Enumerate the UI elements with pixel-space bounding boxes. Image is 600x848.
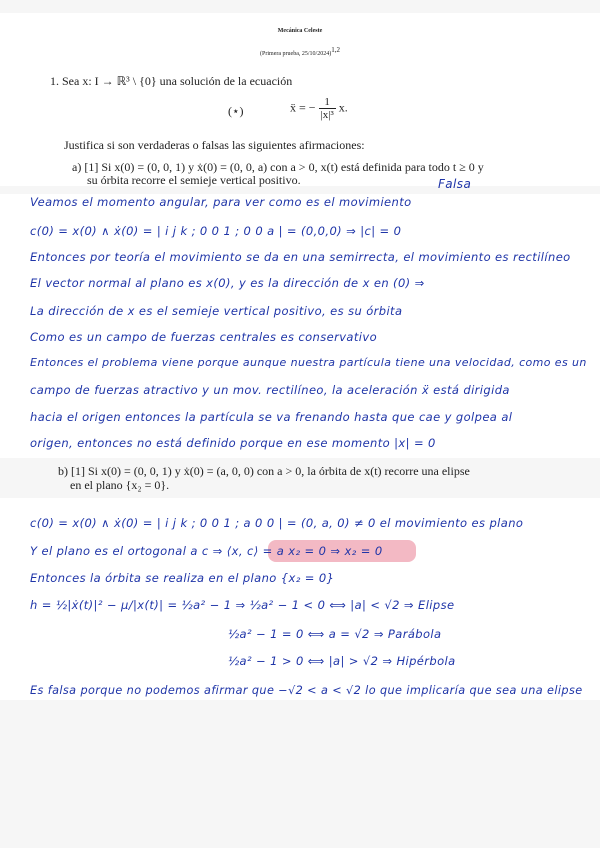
fraction-numerator: 1 — [319, 96, 336, 109]
part-a-statement-line: su órbita recorre el semieje vertical positivo. — [87, 173, 301, 187]
handwritten-line: c(0) = x(0) ∧ ẋ(0) = | i j k ; 0 0 1 ; a 0 0 | = (0, a, 0) ≠ 0 el movimiento es plano — [30, 516, 524, 530]
handwritten-line: La dirección de x es el semieje vertical positivo, es su órbita — [30, 304, 403, 318]
handwritten-line: h = ½|ẋ(t)|² − μ/|x(t)| = ½a² − 1 ⇒ ½a² − 1 < 0 ⟺ |a| < √2 ⇒ Elipse — [30, 598, 455, 612]
page-gap — [0, 700, 600, 848]
handwritten-line: Entonces por teoría el movimiento se da en una semirrecta, el movimiento es rectilíneo — [30, 250, 571, 264]
handwritten-line: Y el plano es el ortogonal a c ⇒ ⟨x, c⟩ = a x₂ = 0 ⇒ x₂ = 0 — [30, 544, 383, 558]
handwritten-line: Como es un campo de fuerzas centrales es conservativo — [30, 330, 378, 344]
subtitle-footnote-marks: 1,2 — [331, 46, 340, 54]
fraction-denominator: |x|³ — [320, 109, 334, 121]
part-b-statement-line: en el plano {x₂ = 0}. — [70, 478, 170, 492]
handwritten-line: El vector normal al plano es x(0), y es la dirección de x en (0) ⇒ — [30, 276, 425, 290]
equation-tag: (⋆) — [228, 104, 244, 118]
handwritten-line: Es falsa porque no podemos afirmar que −√2 < a < √2 lo que implicaría que sea una elipse — [30, 684, 583, 697]
instructions: Justifica si son verdaderas o falsas las siguientes afirmaciones: — [64, 138, 365, 152]
handwritten-line: Veamos el momento angular, para ver como es el movimiento — [30, 195, 412, 209]
equation-rhs: x. — [338, 100, 348, 115]
problem-statement: 1. Sea x: I → ℝ³ \ {0} una solución de la ecuación — [50, 74, 293, 88]
handwritten-line: origen, entonces no está definido porque en ese momento |x| = 0 — [30, 436, 436, 450]
handwritten-line: hacia el origen entonces la partícula se va frenando hasta que cae y golpea al — [30, 410, 513, 424]
subtitle-text: (Primera prueba, 25/10/2024) — [260, 51, 332, 57]
equation-fraction — [319, 96, 336, 121]
handwritten-line: ½a² − 1 > 0 ⟺ |a| > √2 ⇒ Hipérbola — [228, 654, 456, 668]
document-title: Mecánica Celeste — [277, 28, 323, 34]
equation-lhs: ẍ = − — [290, 100, 316, 115]
handwritten-line: campo de fuerzas atractivo y un mov. rectilíneo, la aceleración ẍ está dirigida — [30, 383, 510, 397]
handwritten-line: ½a² − 1 = 0 ⟺ a = √2 ⇒ Parábola — [228, 627, 442, 641]
page-gap — [0, 0, 600, 13]
part-b-statement-line: b) [1] Si x(0) = (0, 0, 1) y ẋ(0) = (a, 0, 0) con a > 0, la órbita de x(t) recorre una elipse — [58, 464, 470, 478]
handwritten-line: c(0) = x(0) ∧ ẋ(0) = | i j k ; 0 0 1 ; 0 0 a | = (0,0,0) ⇒ |c| = 0 — [30, 224, 402, 238]
equation — [290, 96, 348, 121]
document-subtitle — [0, 46, 600, 57]
handwritten-line: Entonces la órbita se realiza en el plano {x₂ = 0} — [30, 571, 335, 585]
part-a-statement-line: a) [1] Si x(0) = (0, 0, 1) y ẋ(0) = (0, 0, a) con a > 0, x(t) está definida para todo t ≥ 0 y — [72, 160, 484, 174]
part-a-verdict: Falsa — [438, 177, 472, 191]
handwritten-line: Entonces el problema viene porque aunque nuestra partícula tiene una velocidad, como es un — [30, 356, 587, 369]
